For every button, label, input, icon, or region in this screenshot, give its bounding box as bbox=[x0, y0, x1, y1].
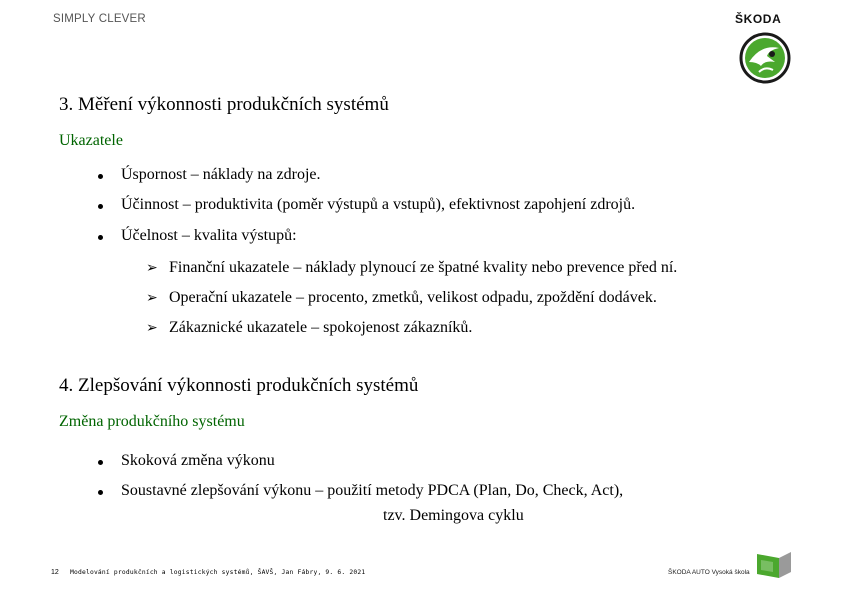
list-item-text: Soustavné zlepšování výkonu – použití metody PDCA (Plan, Do, Check, Act), bbox=[121, 482, 624, 499]
skoda-logo-icon bbox=[739, 32, 791, 84]
page-number: 12 bbox=[51, 569, 59, 576]
slogan: SIMPLY CLEVER bbox=[53, 13, 146, 25]
footer-brand: ŠKODA AUTO Vysoká škola bbox=[668, 569, 750, 576]
list-item-text: Skoková změna výkonu bbox=[121, 452, 275, 469]
sub-list-item-text: Zákaznické ukazatele – spokojenost zákazníků. bbox=[169, 319, 473, 336]
bullet-icon bbox=[98, 490, 103, 495]
list-item-continuation: tzv. Demingova cyklu bbox=[383, 507, 524, 524]
section-4-subtitle: Změna produkčního systému bbox=[59, 413, 245, 430]
arrow-icon: ➢ bbox=[146, 290, 158, 306]
bullet-icon bbox=[98, 235, 103, 240]
list-item-text: Úspornost – náklady na zdroje. bbox=[121, 166, 321, 183]
arrow-icon: ➢ bbox=[146, 320, 158, 336]
arrow-icon: ➢ bbox=[146, 260, 158, 276]
section-3-subtitle: Ukazatele bbox=[59, 132, 123, 149]
list-item-text: Účinnost – produktivita (poměr výstupů a vstupů), efektivnost zapohjení zdrojů. bbox=[121, 196, 636, 213]
bullet-icon bbox=[98, 174, 103, 179]
section-4-title: 4. Zlepšování výkonnosti produkčních systémů bbox=[59, 375, 419, 396]
corner-flag-icon bbox=[757, 552, 793, 580]
sub-list-item-text: Finanční ukazatele – náklady plynoucí ze špatné kvality nebo prevence před ní. bbox=[169, 259, 678, 276]
bullet-icon bbox=[98, 460, 103, 465]
bullet-icon bbox=[98, 204, 103, 209]
section-3-title: 3. Měření výkonnosti produkčních systémů bbox=[59, 94, 389, 115]
brand-wordmark: ŠKODA bbox=[735, 12, 782, 26]
list-item-text: Účelnost – kvalita výstupů: bbox=[121, 227, 297, 244]
sub-list-item-text: Operační ukazatele – procento, zmetků, velikost odpadu, zpoždění dodávek. bbox=[169, 289, 657, 306]
footer-text: Modelování produkčních a logistických systémů, ŠAVŠ, Jan Fábry, 9. 6. 2021 bbox=[70, 569, 366, 576]
